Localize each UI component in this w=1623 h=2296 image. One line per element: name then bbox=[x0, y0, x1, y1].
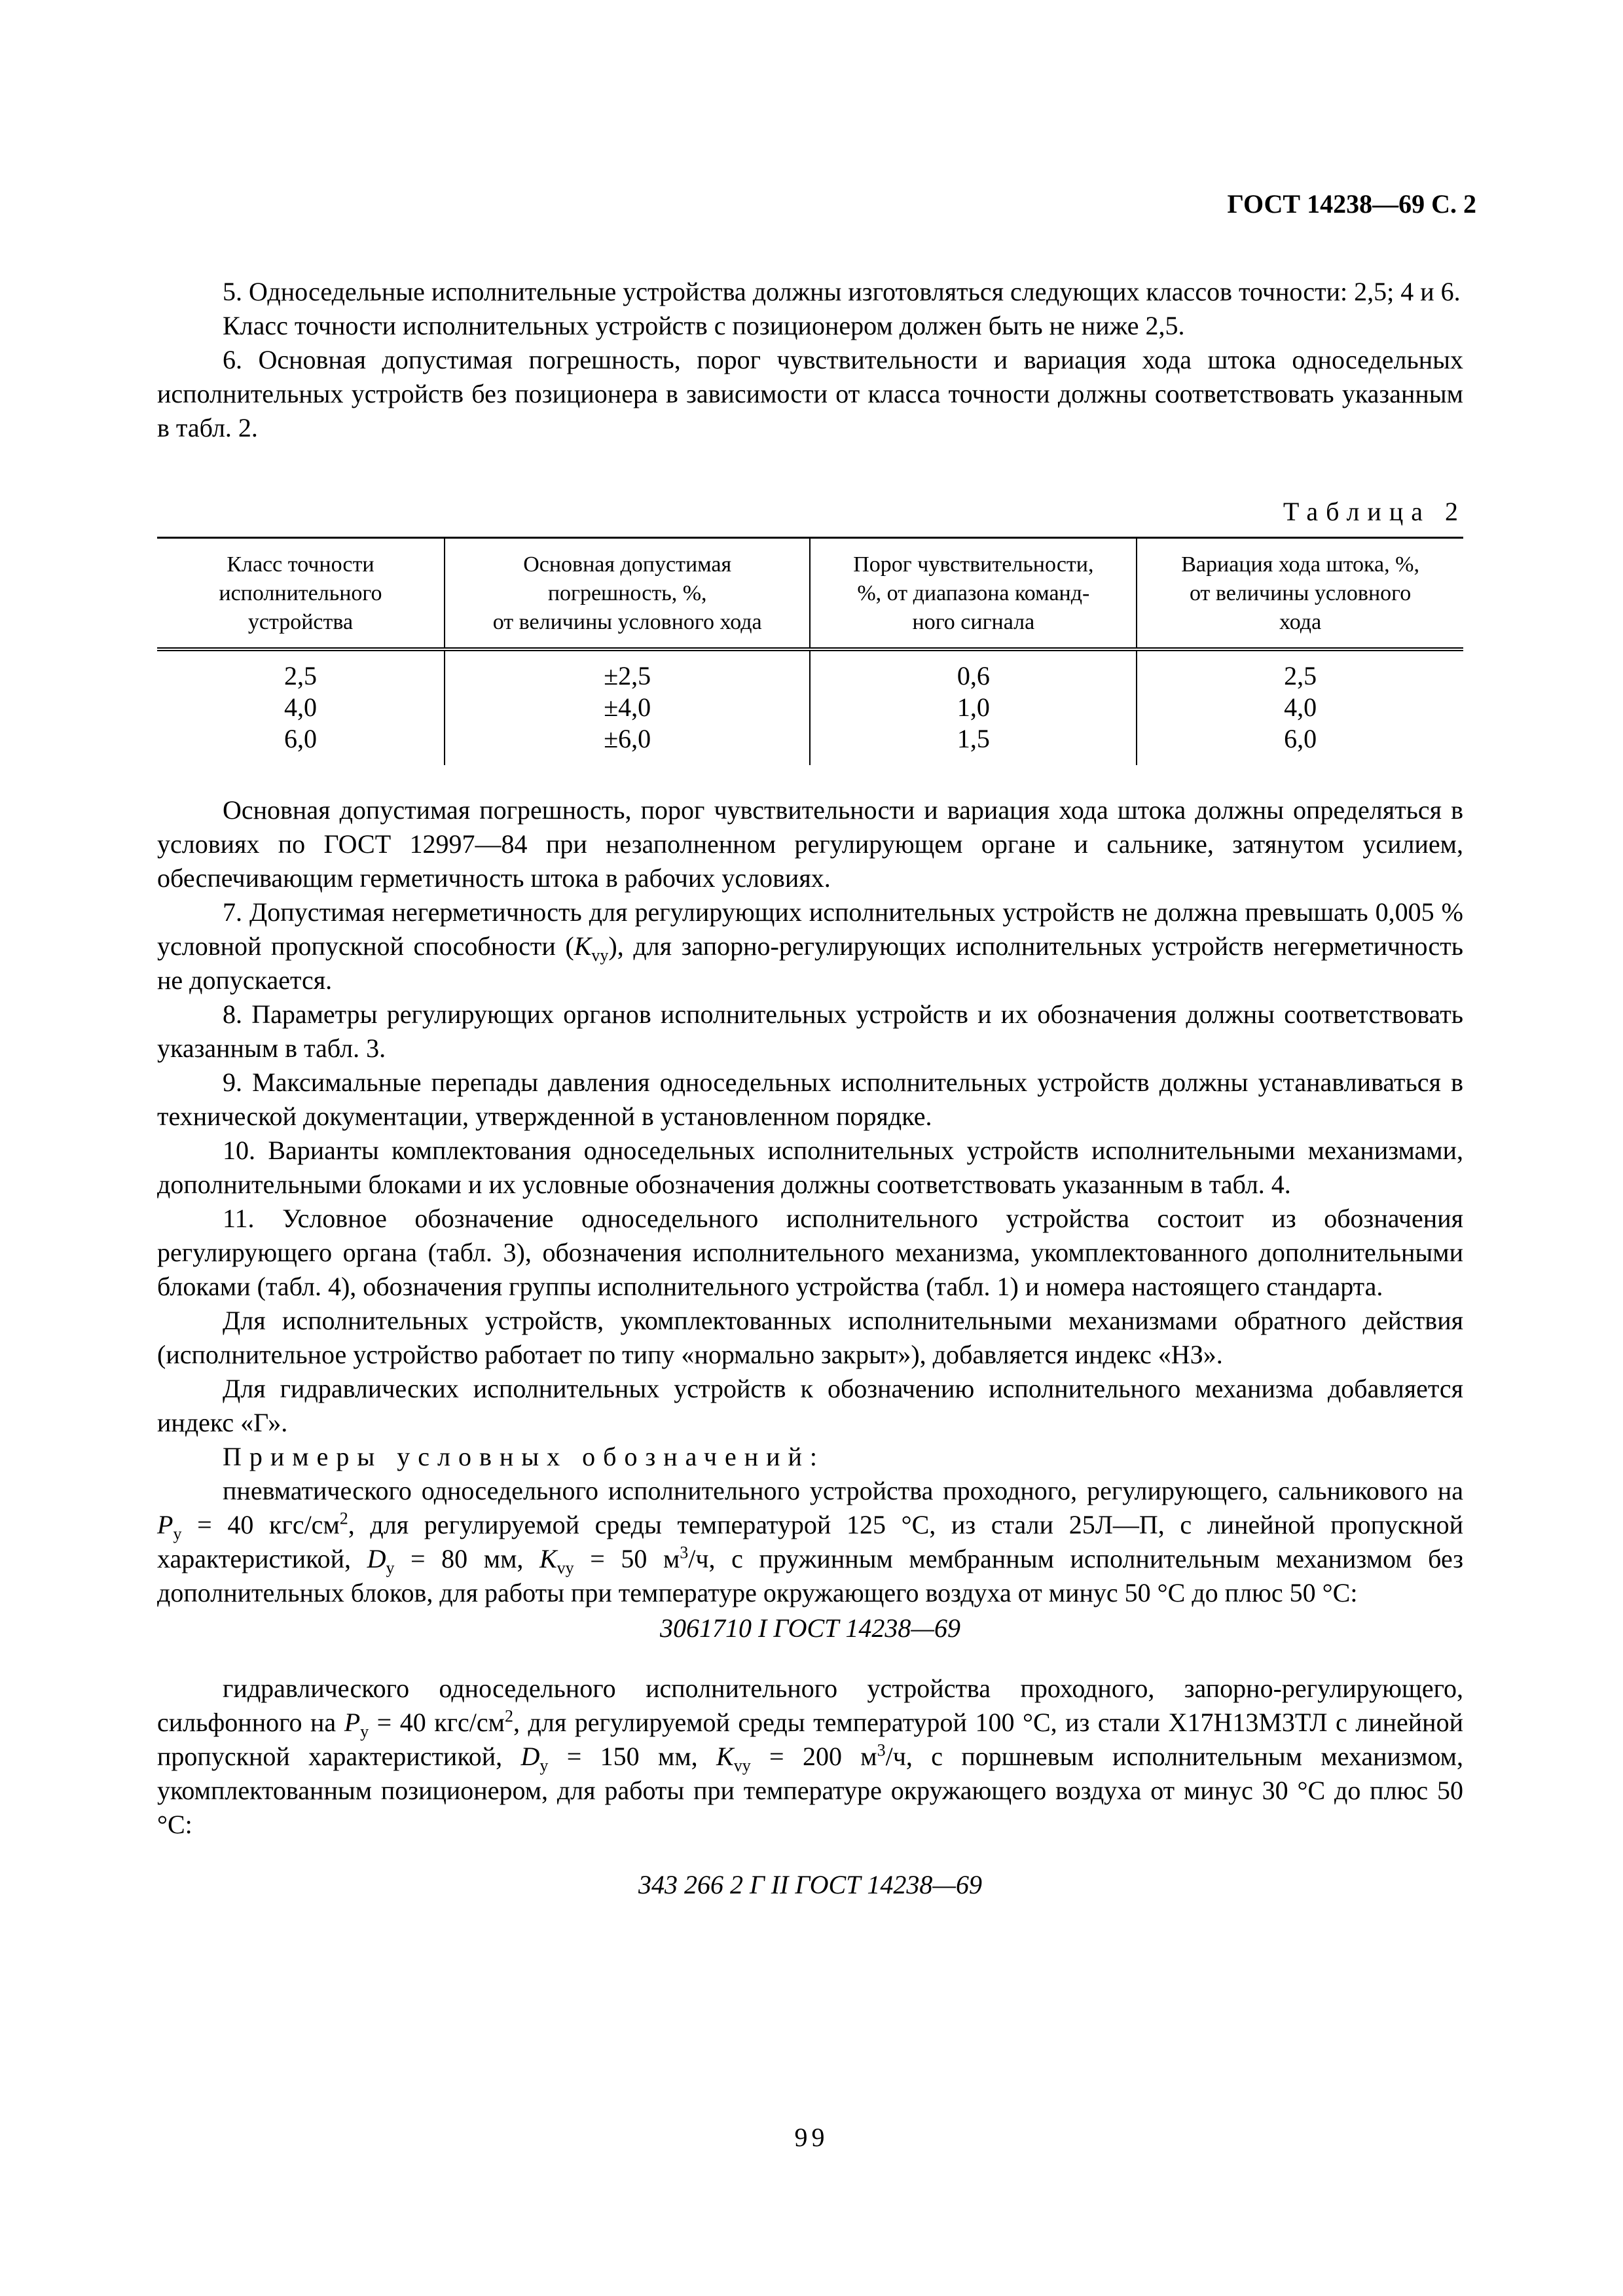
paragraph-8: 8. Параметры регулирующих органов исполнительных устройств и их обозначения должны соответствовать указанным в табл. 3. bbox=[157, 999, 1463, 1063]
table-header-cell: Класс точности исполнительного устройства bbox=[157, 538, 445, 650]
table-cell: 0,6 1,0 1,5 bbox=[810, 649, 1137, 765]
table-cell: ±2,5 ±4,0 ±6,0 bbox=[445, 649, 811, 765]
table-cell: 2,5 4,0 6,0 bbox=[1137, 649, 1463, 765]
example-2: гидравлического односедельного исполнительного устройства проходного, запорно-регулирующего, сильфонного на $P_y = 40$ кгс/$см^2$, для регулируемой среды температурой 100 °С, из стали Х17Н13М3ТЛ с линейной пропускной характеристикой, $D_y = 150$ мм, $K_{vy} = 200$ $м^3/ч$, с поршневым исполнительным механизмом, укомплектованным позиционером, для работы при температуре окружающего воздуха от минус 30 °С до плюс 50 °С: bbox=[157, 1674, 1463, 1839]
table-header-row bbox=[157, 538, 1463, 650]
table-caption: Таблица 2 bbox=[1283, 497, 1466, 526]
example-1: пневматического односедельного исполнительного устройства проходного, регулирующего, сальникового на $P_y = 40$ кгс/$см^2$, для регулируемой среды температурой 125 °С, из стали 25Л—П, с линейной пропускной характеристикой, $D_y = 80$ мм, $K_{vy} = 50$ $м^3/ч$, с пружинным мембранным исполнительным механизмом без дополнительных блоков, для работы при температуре окружающего воздуха от минус 50 °С до плюс 50 °С: bbox=[157, 1476, 1464, 1607]
paragraph-11: 11. Условное обозначение односедельного исполнительного устройства состоит из обозначения регулирующего органа (табл. 3), обозначения исполнительного механизма, укомплектованного дополнительными блоками (табл. 4), обозначения группы исполнительного устройства (табл. 1) и номера настоящего стандарта. bbox=[157, 1204, 1463, 1301]
designation-example-1: 3061710 I ГОСТ 14238—69 bbox=[660, 1613, 960, 1643]
paragraph-after-table: Основная допустимая погрешность, порог чувствительности и вариация хода штока должны определяться в условиях по ГОСТ 12997—84 при незаполненном регулирующем органе и сальнике, затянутом усилием, обеспечивающим герметичность штока в рабочих условиях. bbox=[157, 795, 1463, 893]
paragraph-9: 9. Максимальные перепады давления односедельных исполнительных устройств должны устанавливаться в технической документации, утвержденной в установленном порядке. bbox=[157, 1067, 1463, 1131]
paragraph-10: 10. Варианты комплектования односедельных исполнительных устройств исполнительными механизмами, дополнительными блоками и их условные обозначения должны соответствовать указанным в табл. 4. bbox=[157, 1136, 1463, 1199]
text-block-top bbox=[157, 275, 1463, 445]
table-header-cell: Вариация хода штока, %, от величины условного хода bbox=[1137, 538, 1463, 650]
table-2 bbox=[157, 537, 1463, 765]
paragraph-6: 6. Основная допустимая погрешность, порог чувствительности и вариация хода штока односедельных исполнительных устройств без позиционера в зависимости от класса точности должны соответствовать указанным в табл. 2. bbox=[157, 345, 1463, 442]
page-header: ГОСТ 14238—69 С. 2 bbox=[1227, 189, 1476, 219]
table-row bbox=[157, 649, 1463, 765]
paragraph-g-index: Для гидравлических исполнительных устройств к обозначению исполнительного механизма добавляется индекс «Г». bbox=[157, 1374, 1463, 1437]
examples-title: Примеры условных обозначений: bbox=[223, 1442, 826, 1471]
paragraph-5: 5. Односедельные исполнительные устройства должны изготовляться следующих классов точности: 2,5; 4 и 6. bbox=[223, 277, 1461, 306]
paragraph-nz-index: Для исполнительных устройств, укомплектованных исполнительными механизмами обратного действия (исполнительное устройство работает по типу «нормально закрыт»), добавляется индекс «НЗ». bbox=[157, 1306, 1463, 1369]
designation-example-2: 343 266 2 Г II ГОСТ 14238—69 bbox=[638, 1870, 982, 1899]
table-header-cell: Основная допустимая погрешность, %, от величины условного хода bbox=[445, 538, 811, 650]
table-header-cell: Порог чувствительности, %, от диапазона команд- ного сигнала bbox=[810, 538, 1137, 650]
paragraph-7: 7. Допустимая негерметичность для регулирующих исполнительных устройств не должна превышать 0,005 % условной пропускной способности $(K_{vy})$, для запорно-регулирующих исполнительных устройств негерметичность не допускается. bbox=[157, 897, 1463, 995]
paragraph-5-class: Класс точности исполнительных устройств с позиционером должен быть не ниже 2,5. bbox=[223, 311, 1185, 340]
table-cell: 2,5 4,0 6,0 bbox=[283, 661, 317, 753]
text-block-main bbox=[157, 793, 1463, 1902]
page-number: 99 bbox=[794, 2123, 829, 2152]
